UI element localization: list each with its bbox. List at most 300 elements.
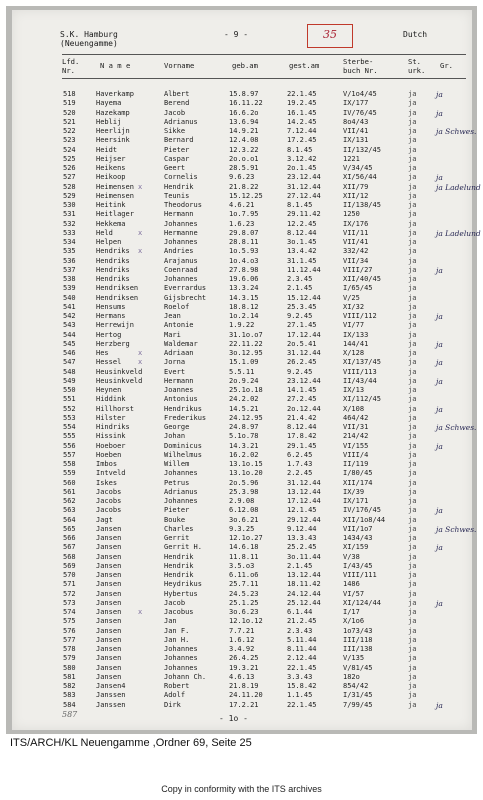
- table-row: [0, 247, 483, 256]
- row-surname: Jansen: [96, 561, 122, 570]
- row-register-number: 1434/43: [343, 534, 373, 542]
- table-row: [0, 442, 483, 451]
- row-register-number: V/38: [343, 552, 360, 561]
- row-death-date: 31.12.44: [287, 349, 321, 357]
- row-certificate: ja: [408, 450, 417, 459]
- row-death-date: 8.1.45: [287, 145, 313, 154]
- row-surname: Hissink: [96, 432, 126, 441]
- row-register-number: I/80/45: [343, 469, 373, 478]
- row-register-number: 854/42: [343, 682, 369, 690]
- row-number: 539: [63, 284, 76, 293]
- row-register-number: V/34/45: [343, 164, 373, 172]
- row-register-number: VIII/4: [343, 450, 369, 459]
- row-number: 584: [63, 700, 76, 709]
- row-firstname: George: [164, 423, 190, 431]
- row-death-date: 3o.11.44: [287, 552, 321, 561]
- row-certificate: ja: [408, 154, 417, 163]
- row-firstname: Johannes: [164, 663, 198, 672]
- row-firstname: Berend: [164, 99, 190, 108]
- row-birth-date: 4.6.13: [229, 672, 255, 681]
- row-birth-date: 12.1o.27: [229, 534, 263, 542]
- row-surname: Jansen: [96, 580, 122, 589]
- table-row: [0, 386, 483, 395]
- row-surname: Heersink: [96, 136, 130, 145]
- row-surname: Hendriks: [96, 256, 130, 265]
- row-register-number: 7/99/45: [343, 700, 373, 709]
- table-row: [0, 599, 483, 608]
- col-header-buch: Sterbe- buch Nr.: [343, 57, 378, 75]
- row-grave-note: ja: [436, 441, 443, 451]
- row-firstname: Albert: [164, 90, 190, 98]
- table-row: [0, 525, 483, 534]
- row-surname: Jansen4: [96, 682, 126, 690]
- row-birth-date: 19.3.21: [229, 663, 259, 672]
- row-birth-date: 11.8.11: [229, 552, 259, 561]
- row-register-number: 1o73/43: [343, 626, 373, 635]
- table-row: [0, 229, 483, 238]
- table-row: [0, 405, 483, 414]
- header-page-number: - 9 -: [224, 30, 249, 39]
- row-certificate: ja: [408, 182, 417, 191]
- row-birth-date: 24.8.97: [229, 423, 259, 431]
- row-register-number: XII/174: [343, 478, 373, 487]
- table-row: [0, 275, 483, 284]
- row-register-number: IX/176: [343, 219, 369, 228]
- row-number: 557: [63, 450, 76, 459]
- row-death-date: 6.1.44: [287, 608, 313, 616]
- row-surname: Heitink: [96, 201, 126, 209]
- row-certificate: ja: [408, 90, 417, 98]
- row-number: 577: [63, 635, 76, 644]
- row-register-number: VIII/112: [343, 312, 377, 320]
- row-register-number: II/132/45: [343, 145, 381, 154]
- row-register-number: XII/1o8/44: [343, 515, 386, 524]
- row-certificate: ja: [408, 645, 417, 653]
- row-register-number: VIII/113: [343, 367, 377, 376]
- row-death-date: 29.1.45: [287, 441, 317, 450]
- row-register-number: VI/155: [343, 441, 369, 450]
- row-death-date: 1.7.43: [287, 460, 313, 468]
- row-register-number: XII/79: [343, 182, 369, 191]
- row-death-date: 31.12.44: [287, 182, 321, 191]
- row-certificate: ja: [408, 654, 417, 663]
- row-surname: Janssen: [96, 691, 126, 700]
- row-grave-note: ja: [436, 339, 443, 349]
- row-certificate: ja: [408, 580, 417, 589]
- row-surname: Jansen: [96, 534, 122, 542]
- row-firstname: Theodorus: [164, 201, 202, 209]
- row-birth-date: 24.11.20: [229, 691, 263, 700]
- row-birth-date: 15.12.25: [229, 191, 263, 200]
- row-number: 582: [63, 682, 76, 690]
- table-row: [0, 164, 483, 173]
- row-death-date: 7.12.44: [287, 127, 317, 135]
- row-death-date: 27.2.45: [287, 395, 317, 404]
- row-birth-date: 14.9.21: [229, 127, 259, 135]
- row-birth-date: 27.8.98: [229, 265, 259, 274]
- row-firstname: Gerrit H.: [164, 543, 202, 552]
- table-row: [0, 127, 483, 136]
- row-register-number: V/1o4/45: [343, 90, 377, 98]
- table-row: [0, 701, 483, 710]
- row-certificate: ja: [408, 617, 417, 626]
- row-register-number: III/138: [343, 645, 373, 653]
- row-death-date: 17.2.45: [287, 136, 317, 145]
- row-number: 530: [63, 201, 76, 209]
- row-firstname: Jan H.: [164, 635, 190, 644]
- row-register-number: 332/42: [343, 247, 369, 256]
- row-birth-date: 3.4.92: [229, 645, 255, 653]
- row-register-number: IX/177: [343, 99, 369, 108]
- row-birth-date: 3o.6.23: [229, 608, 259, 616]
- row-certificate: ja: [408, 413, 417, 422]
- row-number: 559: [63, 469, 76, 478]
- row-death-date: 31.1.45: [287, 256, 317, 265]
- row-register-number: V/25: [343, 293, 360, 302]
- row-birth-date: 4.6.21: [229, 201, 255, 209]
- row-number: 525: [63, 154, 76, 163]
- row-death-date: 21.4.42: [287, 413, 317, 422]
- row-birth-date: 1.9.22: [229, 321, 255, 330]
- row-birth-date: 14.3.15: [229, 293, 259, 302]
- row-register-number: VII/31: [343, 423, 369, 431]
- row-register-number: V/81/45: [343, 663, 373, 672]
- row-death-date: 27.1.45: [287, 321, 317, 330]
- row-certificate: ja: [408, 460, 417, 468]
- row-death-date: 2.3.45: [287, 275, 313, 283]
- row-number: 531: [63, 210, 76, 219]
- row-firstname: Coenraad: [164, 265, 198, 274]
- row-register-number: VII/11: [343, 228, 369, 237]
- row-certificate: ja: [408, 367, 417, 376]
- row-death-date: 6.2.45: [287, 450, 313, 459]
- row-firstname: Bouke: [164, 515, 186, 524]
- col-header-nr: Lfd. Nr.: [62, 57, 80, 75]
- row-firstname: Bernard: [164, 136, 194, 145]
- row-death-date: 13.12.44: [287, 487, 321, 496]
- row-death-date: 19.2.45: [287, 99, 317, 108]
- row-certificate: ja: [408, 339, 417, 348]
- table-row: [0, 691, 483, 700]
- row-grave-note: ja: [436, 404, 443, 414]
- row-certificate: ja: [408, 672, 417, 681]
- row-number: 562: [63, 497, 76, 505]
- row-surname: Hertog: [96, 330, 122, 339]
- row-register-number: X/128: [343, 349, 365, 357]
- row-death-date: 2.2.45: [287, 469, 313, 478]
- row-number: 579: [63, 654, 76, 663]
- row-certificate: ja: [408, 284, 417, 293]
- table-row: [0, 534, 483, 543]
- row-number: 553: [63, 413, 76, 422]
- row-certificate: ja: [408, 626, 417, 635]
- row-birth-date: 9.6.23: [229, 173, 255, 182]
- row-firstname: Hermann: [164, 376, 194, 385]
- row-number: 545: [63, 339, 76, 348]
- row-birth-date: 24.2.02: [229, 395, 259, 404]
- row-number: 573: [63, 598, 76, 607]
- row-birth-date: 7.7.21: [229, 626, 255, 635]
- row-death-date: 5.11.44: [287, 635, 317, 644]
- row-number: 558: [63, 460, 76, 468]
- row-firstname: Petrus: [164, 478, 190, 487]
- row-grave-note: ja Schwes.: [436, 524, 477, 534]
- row-birth-date: 16.11.22: [229, 99, 263, 108]
- row-certificate: ja: [408, 275, 417, 283]
- row-firstname: Johannes: [164, 645, 198, 653]
- row-certificate: ja: [408, 127, 417, 135]
- row-surname: Jansen: [96, 663, 122, 672]
- row-certificate: ja: [408, 358, 417, 367]
- table-row: [0, 516, 483, 525]
- row-death-date: 27.12.44: [287, 191, 321, 200]
- row-number: 569: [63, 561, 76, 570]
- table-row: [0, 294, 483, 303]
- row-number: 547: [63, 358, 76, 367]
- row-register-number: II/43/44: [343, 376, 377, 385]
- row-surname: Helpen: [96, 238, 122, 246]
- row-firstname: Robert: [164, 682, 190, 690]
- row-register-number: 464/42: [343, 413, 369, 422]
- row-certificate: ja: [408, 506, 417, 515]
- check-mark: x: [138, 349, 143, 357]
- row-firstname: Heydrikus: [164, 580, 202, 589]
- table-row: [0, 368, 483, 377]
- row-birth-date: 22.11.22: [229, 339, 263, 348]
- row-firstname: Adolf: [164, 691, 186, 700]
- row-number: 565: [63, 524, 76, 533]
- row-birth-date: 2o.5.96: [229, 478, 259, 487]
- col-header-geb: geb.am: [232, 61, 258, 70]
- row-firstname: Willem: [164, 460, 190, 468]
- row-firstname: Hermann: [164, 210, 194, 219]
- row-register-number: 144/41: [343, 339, 369, 348]
- row-number: 536: [63, 256, 76, 265]
- row-number: 580: [63, 663, 76, 672]
- table-row: [0, 220, 483, 229]
- row-death-date: 29.12.44: [287, 515, 321, 524]
- row-firstname: Johann Ch.: [164, 672, 207, 681]
- table-row: [0, 571, 483, 580]
- row-death-date: 2.12.44: [287, 654, 317, 663]
- row-firstname: Adrianus: [164, 487, 198, 496]
- row-death-date: 3.12.42: [287, 154, 317, 163]
- row-number: 518: [63, 90, 76, 98]
- row-birth-date: 28.5.91: [229, 164, 259, 172]
- table-row: [0, 590, 483, 599]
- row-birth-date: 13.1o.15: [229, 460, 263, 468]
- row-surname: Heerlijn: [96, 127, 130, 135]
- row-number: 581: [63, 672, 76, 681]
- row-firstname: Everrardus: [164, 284, 207, 293]
- row-number: 519: [63, 99, 76, 108]
- check-mark: x: [138, 358, 143, 367]
- row-number: 574: [63, 608, 76, 616]
- row-death-date: 22.1.45: [287, 700, 317, 709]
- row-number: 541: [63, 302, 76, 311]
- row-number: 538: [63, 275, 76, 283]
- row-number: 564: [63, 515, 76, 524]
- table-row: [0, 201, 483, 210]
- header-nationality: Dutch: [403, 30, 428, 39]
- table-row: [0, 377, 483, 386]
- row-firstname: Hendrikus: [164, 404, 202, 413]
- row-surname: Hoeboer: [96, 441, 126, 450]
- row-birth-date: 2o.9.24: [229, 376, 259, 385]
- row-death-date: 2.1.45: [287, 284, 313, 293]
- row-birth-date: 29.8.07: [229, 228, 259, 237]
- table-row: [0, 312, 483, 321]
- row-birth-date: 16.2.02: [229, 450, 259, 459]
- table-row: [0, 303, 483, 312]
- row-birth-date: 1o.7.95: [229, 210, 259, 219]
- row-firstname: Pieter: [164, 145, 190, 154]
- row-register-number: II/138/45: [343, 201, 381, 209]
- row-number: 528: [63, 182, 76, 191]
- row-death-date: 12.1.45: [287, 506, 317, 515]
- row-surname: Iskes: [96, 478, 118, 487]
- row-firstname: Caspar: [164, 154, 190, 163]
- row-register-number: II/119: [343, 460, 369, 468]
- row-certificate: ja: [408, 682, 417, 690]
- row-birth-date: 1.6.12: [229, 635, 255, 644]
- row-number: 555: [63, 432, 76, 441]
- row-surname: Heblij: [96, 117, 122, 126]
- row-death-date: 14.2.45: [287, 117, 317, 126]
- row-register-number: I/31/45: [343, 691, 373, 700]
- row-surname: Jansen: [96, 654, 122, 663]
- row-firstname: Johannes: [164, 275, 198, 283]
- row-register-number: 8o4/43: [343, 117, 369, 126]
- row-death-date: 15.12.44: [287, 293, 321, 302]
- row-register-number: XI/124/44: [343, 598, 381, 607]
- row-birth-date: 3o.6.21: [229, 515, 259, 524]
- row-firstname: Hendrik: [164, 182, 194, 191]
- row-death-date: 2.1.45: [287, 561, 313, 570]
- row-number: 540: [63, 293, 76, 302]
- row-surname: Herzberg: [96, 339, 130, 348]
- row-birth-date: 26.4.25: [229, 654, 259, 663]
- row-surname: Hiddink: [96, 395, 126, 404]
- row-firstname: Hendrik: [164, 561, 194, 570]
- check-mark: x: [138, 228, 143, 237]
- header-left-sub: (Neuengamme): [60, 39, 118, 48]
- row-death-date: 17.12.44: [287, 497, 321, 505]
- row-firstname: Jacob: [164, 108, 186, 117]
- col-header-urk: St. urk.: [408, 57, 426, 75]
- row-register-number: XI/137/45: [343, 358, 381, 367]
- row-firstname: Johannes: [164, 469, 198, 478]
- col-header-name: N a m e: [100, 61, 131, 70]
- row-certificate: ja: [408, 302, 417, 311]
- row-certificate: ja: [408, 552, 417, 561]
- col-header-gest: gest.am: [289, 61, 320, 70]
- row-firstname: Dirk: [164, 700, 181, 709]
- row-birth-date: 21.8.22: [229, 182, 259, 191]
- row-surname: Jansen: [96, 598, 122, 607]
- row-number: 526: [63, 164, 76, 172]
- row-certificate: ja: [408, 330, 417, 339]
- row-register-number: IV/76/45: [343, 108, 377, 117]
- row-certificate: ja: [408, 145, 417, 154]
- row-death-date: 9.2.45: [287, 367, 313, 376]
- row-birth-date: 12.4.08: [229, 136, 259, 145]
- row-number: 550: [63, 386, 76, 394]
- col-header-vorname: Vorname: [164, 61, 195, 70]
- table-row: [0, 358, 483, 367]
- row-certificate: ja: [408, 423, 417, 431]
- row-death-date: 9.2.45: [287, 312, 313, 320]
- row-register-number: III/118: [343, 635, 373, 644]
- row-surname: Heusinkveld: [96, 376, 143, 385]
- row-certificate: ja: [408, 265, 417, 274]
- row-number: 534: [63, 238, 76, 246]
- row-death-date: 2o.12.44: [287, 404, 321, 413]
- row-birth-date: 5.1o.78: [229, 432, 259, 441]
- row-firstname: Jan: [164, 617, 177, 626]
- row-certificate: ja: [408, 99, 417, 108]
- row-death-date: 26.2.45: [287, 358, 317, 367]
- row-certificate: ja: [408, 321, 417, 330]
- row-surname: Hermans: [96, 312, 126, 320]
- row-surname: Hoeben: [96, 450, 122, 459]
- row-grave-note: ja: [436, 358, 443, 368]
- row-death-date: 18.11.42: [287, 580, 321, 589]
- row-firstname: Sikke: [164, 127, 186, 135]
- row-register-number: XI/159: [343, 543, 369, 552]
- row-firstname: Antonius: [164, 395, 198, 404]
- table-row: [0, 173, 483, 182]
- row-certificate: ja: [408, 210, 417, 219]
- row-surname: Heitlager: [96, 210, 134, 219]
- row-number: 554: [63, 423, 76, 431]
- row-surname: Hendriks: [96, 275, 130, 283]
- row-certificate: ja: [408, 376, 417, 385]
- row-grave-note: ja Ladelund: [436, 228, 481, 238]
- row-firstname: Johannes: [164, 654, 198, 663]
- row-register-number: VIII/111: [343, 571, 377, 579]
- row-certificate: ja: [408, 635, 417, 644]
- row-death-date: 25.12.44: [287, 598, 321, 607]
- row-surname: Haverkamp: [96, 90, 134, 98]
- row-firstname: Hendrik: [164, 571, 194, 579]
- row-surname: Herrewijn: [96, 321, 134, 330]
- row-birth-date: 1.6.23: [229, 219, 255, 228]
- row-surname: Hilster: [96, 413, 126, 422]
- row-birth-date: 25.3.98: [229, 487, 259, 496]
- row-number: 532: [63, 219, 76, 228]
- row-register-number: V/135: [343, 654, 365, 663]
- row-number: 583: [63, 691, 76, 700]
- row-number: 560: [63, 478, 76, 487]
- row-firstname: Wilhelmus: [164, 450, 202, 459]
- footer-page-number: - 1o -: [219, 714, 248, 723]
- row-death-date: 13.4.42: [287, 247, 317, 256]
- row-birth-date: 3o.12.95: [229, 349, 263, 357]
- row-certificate: ja: [408, 173, 417, 182]
- row-certificate: ja: [408, 589, 417, 598]
- row-certificate: ja: [408, 432, 417, 441]
- row-death-date: 22.1.45: [287, 663, 317, 672]
- row-surname: Janssen: [96, 700, 126, 709]
- row-surname: Hes: [96, 349, 109, 357]
- row-surname: Jansen: [96, 608, 122, 616]
- check-mark: x: [138, 608, 143, 616]
- row-grave-note: ja: [436, 312, 443, 321]
- row-number: 566: [63, 534, 76, 542]
- row-grave-note: ja: [436, 376, 443, 386]
- row-grave-note: ja: [436, 700, 443, 710]
